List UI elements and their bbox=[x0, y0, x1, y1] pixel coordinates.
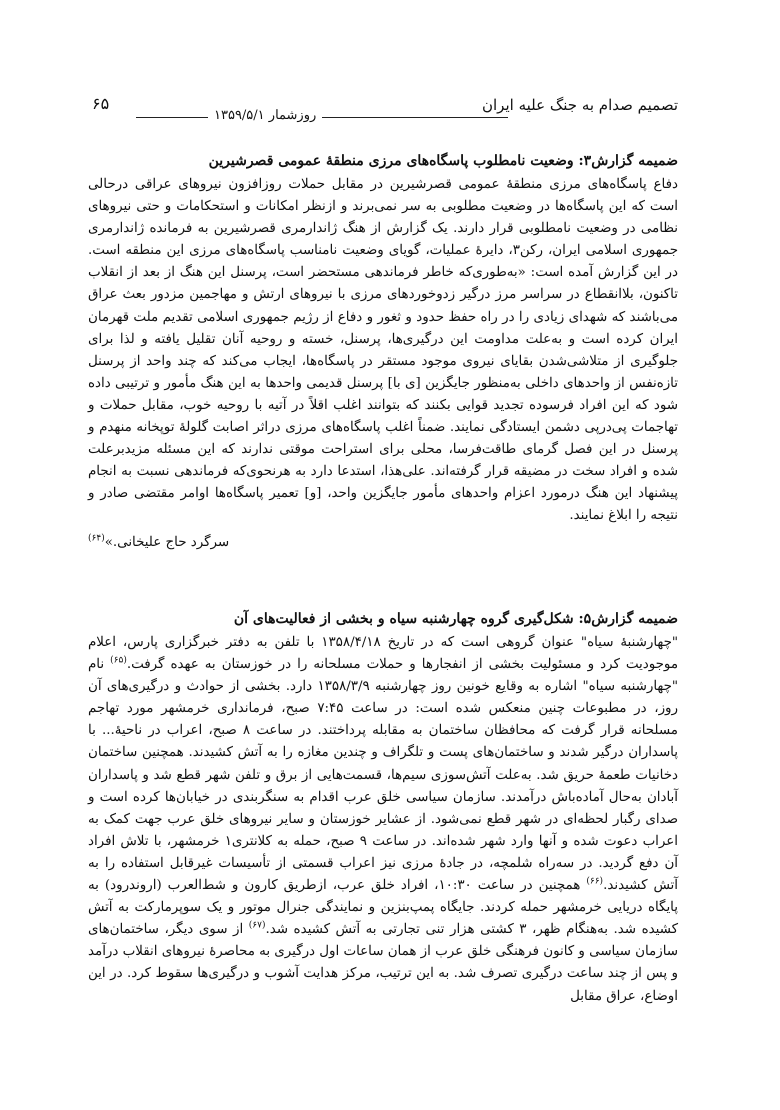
footnote-ref: (۶۷) bbox=[248, 920, 266, 931]
appendix-report-3 bbox=[88, 150, 678, 554]
footnote-ref: (۶۶) bbox=[586, 876, 604, 887]
signature-text: سرگرد حاج علیخانی.» bbox=[104, 534, 230, 550]
section-heading: ضمیمه گزارش۳: وضعیت نامطلوب پاسگاه‌های مرزی منطقهٔ عمومی قصرشیرین bbox=[208, 153, 678, 169]
page-number: ۶۵ bbox=[92, 94, 110, 113]
diary-date: روزشمار ۱۳۵۹/۵/۱ bbox=[208, 108, 322, 123]
signature bbox=[88, 532, 678, 554]
text-run: از سوی دیگر، ساختمان‌های سازمان سیاسی و کانون فرهنگی خلق عرب از همان ساعات اول درگیری به محاصرهٔ نیروهای انقلاب درآمد و پس از چند ساعت درگیری تصرف شد. به این ترتیب، مرکز هدایت آشوب و درگیری‌ها سقوط کرد. در این اوضاع، عراق مقابل bbox=[88, 922, 678, 1004]
appendix-report-5 bbox=[88, 608, 678, 1008]
body-paragraph: دفاع پاسگاه‌های مرزی منطقهٔ عمومی قصرشیرین در مقابل حملات روزافزون نیروهای عراقی درحالی است که این پاسگاه‌ها در وضعیت مطلوبی به سر نمی‌برند و ازنظر امکانات و استحکامات و حتی نیروهای نظامی در وضعیت نامطلوبی قرار دارند. یک گزارش از هنگ ژاندارمری قصرشیرین به فرمانده ژاندارمری جمهوری اسلامی ایران، رکن۳، دایرهٔ عملیات، گویای وضعیت نامناسب پاسگاه‌های مرزی این منطقه است. در این گزارش آمده است: «به‌طوری‌که خاطر فرماندهی مستحضر است، پرسنل این هنگ از بعد از انقلاب تاکنون، بلاانقطاع در سراسر مرز درگیر زدوخوردهای مرزی با نیروهای ارتش و مهاجمین مزدور بعث عراق می‌باشند که شهدای زیادی را در راه حفظ حدود و ثغور و دفاع از رژیم جمهوری اسلامی تقدیم ملت قهرمان ایران کرده است و به‌علت مداومت این درگیری‌ها، پرسنل، خسته و روحیه آنان تقلیل یافته و لذا برای جلوگیری از متلاشی‌شدن بقایای نیروی موجود مستقر در پاسگاه‌ها، ایجاب می‌کند که چند واحد از پرسنل تازه‌نفس از واحدهای داخلی به‌منظور جایگزین [ی با] پرسنل قدیمی واحدها به این هنگ مأمور و ترتیبی داده شود که این افراد فرسوده تجدید قوایی بکنند که بتوانند اغلب اقلاً در آتیه با روحیه خوب، مقابل حملات و تهاجمات پی‌درپی دشمن ایستادگی نمایند. ضمناً اغلب پاسگاه‌های مرزی دراثر اصابت گلولهٔ توپخانه منهدم و پرسنل در این فصل گرمای طاقت‌فرسا، محلی برای استراحت موقتی ندارند که این مسئله مزیدبرعلت شده و افراد سخت در مضیقه قرار گرفته‌اند. علی‌هذا، استدعا دارد به هرنحوی‌که فرماندهی نسبت به انجام پیشنهاد این هنگ درمورد اعزام واحدهای مأمور جایگزین واحد، [و] تعمیر پاسگاه‌ها اوامر مقتضی صادر و نتیجه را ابلاغ نمایند. bbox=[88, 177, 678, 524]
footnote-ref: (۶۵) bbox=[110, 655, 127, 666]
text-run: "چهارشنبهٔ سیاه" عنوان گروهی است که در تاریخ ۱۳۵۸/۴/۱۸ با تلفن به دفتر خبرگزاری پارس، اعلام موجودیت کرد و مسئولیت بخشی از انفجارها و حملات مسلحانه را در خوزستان به عهده گرفت. bbox=[88, 635, 679, 673]
running-header bbox=[88, 92, 678, 124]
text-run: نام "چهارشنبه سیاه" اشاره به وقایع خونین روز چهارشنبه ۱۳۵۸/۳/۹ دارد. بخشی از حوادث و درگیری‌های آن روز، در مطبوعات چنین منعکس شده است: در ساعت ۷:۴۵ صبح، فرمانداری خرمشهر مورد تهاجم مسلحانه قرار گرفت که محافظان ساختمان به مقابله پرداختند. در ساعت ۸ صبح، اعراب در ناحیهٔ... با پاسداران درگیر شدند و ساختمان‌های پست و تلگراف و چندین مغازه را به آتش کشیدند. همچنین ساختمان دخانیات طعمهٔ حریق شد. به‌علت آتش‌سوزی سیم‌ها، قسمت‌هایی از برق و تلفن شهر قطع شد و پاسداران آبادان به‌حال آماده‌باش درآمدند. سازمان سیاسی خلق عرب اقدام به سنگربندی در خیابان‌ها کرده است و صدای رگبار لحظه‌ای در شهر قطع نمی‌شود. از عشایر خوزستان و سایر نیروهای خلق عرب جهت کمک به اعراب دعوت شده و آنها وارد شهر شده‌اند. در ساعت ۹ صبح، حمله به کلانتری۱ خرمشهر، با تلاش افراد آن دفع گردید. در سه‌راه شلمچه، در جادهٔ مرزی نیز اعراب قسمتی از تأسیسات غیرقابل استفاده را به آتش کشیدند. bbox=[88, 657, 679, 894]
section-heading: ضمیمه گزارش۵: شکل‌گیری گروه چهارشنبه سیاه و بخشی از فعالیت‌های آن bbox=[233, 611, 678, 627]
book-title: تصمیم صدام به جنگ علیه ایران bbox=[482, 96, 678, 114]
text-run: همچنین در ساعت ۱۰:۳۰، افراد خلق عرب، ازطریق کارون و شط‌العرب (اروندرود) به پایگاه دریایی خرمشهر حمله کردند. جایگاه پمپ‌بنزین و نمایندگی جنرال موتور و یک سوپرمارکت به آتش کشیده شد. به‌هنگام ظهر، ۳ کشتی هزار تنی تجارتی به آتش کشیده شد. bbox=[88, 878, 678, 938]
body-paragraph bbox=[88, 632, 678, 1008]
footnote-ref: (۶۴) bbox=[88, 533, 105, 544]
